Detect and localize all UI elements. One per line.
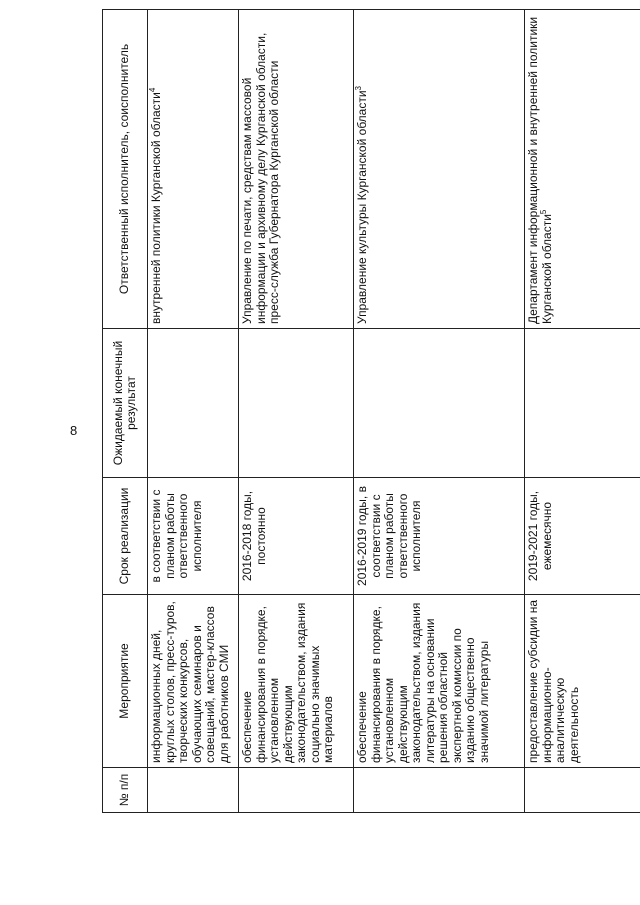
header-result: Ожидаемый конечный результат	[103, 329, 148, 478]
table-row	[239, 10, 354, 813]
cell-num	[239, 768, 354, 813]
page-number: 8	[70, 423, 78, 438]
table-row	[148, 10, 239, 813]
table-row	[525, 10, 640, 813]
executor-text: внутренней политики Курганской области	[149, 92, 163, 324]
executor-text: Управление культуры Курганской области	[355, 90, 369, 324]
cell-executor	[354, 10, 525, 329]
table-row	[354, 10, 525, 813]
executor-text: Управление по печати, средствам массовой информации и архивному делу Курганской области, пресс-служба Губернатора Курганской области	[240, 32, 281, 324]
cell-event: обеспечение финансирования в порядке, установленном действующим законодательством, издания социально значимых материалов	[239, 595, 354, 768]
footnote-mark: 5	[538, 209, 548, 215]
header-term: Срок реализации	[103, 478, 148, 595]
cell-result	[239, 329, 354, 478]
cell-executor	[525, 10, 640, 329]
cell-num	[354, 768, 525, 813]
cell-result	[148, 329, 239, 478]
cell-term: 2016-2019 годы, в соответствии с планом работы ответственного исполнителя	[354, 478, 525, 595]
table-header-row	[103, 10, 148, 813]
header-num: № п/п	[103, 768, 148, 813]
cell-event: предоставление субсидии на информационно-аналитическую деятельность	[525, 595, 640, 768]
executor-text: Департамент информационной и внутренней политики Курганской области	[526, 16, 554, 324]
cell-num	[525, 768, 640, 813]
header-event: Мероприятие	[103, 595, 148, 768]
header-executor: Ответственный исполнитель, соисполнитель	[103, 10, 148, 329]
cell-term: 2016-2018 годы, постоянно	[239, 478, 354, 595]
cell-term: 2019-2021 годы, ежемесячно	[525, 478, 640, 595]
table-container	[102, 10, 630, 813]
cell-num	[148, 768, 239, 813]
cell-event: информационных дней, круглых столов, пресс-туров, творческих конкурсов, обучающих семинаров и совещаний, мастер-классов для работников СМИ	[148, 595, 239, 768]
footnote-mark: 4	[148, 87, 157, 93]
cell-executor	[239, 10, 354, 329]
footnote-mark: 3	[354, 86, 363, 91]
cell-result	[525, 329, 640, 478]
cell-event: обеспечение финансирования в порядке, установленном действующим законодательством, издания литературы на основании решения областной экспертной комиссии по изданию общественно значимой литературы	[354, 595, 525, 768]
cell-term: в соответствии с планом работы ответственного исполнителя	[148, 478, 239, 595]
cell-result	[354, 329, 525, 478]
measures-table	[102, 9, 640, 813]
cell-executor	[148, 10, 239, 329]
